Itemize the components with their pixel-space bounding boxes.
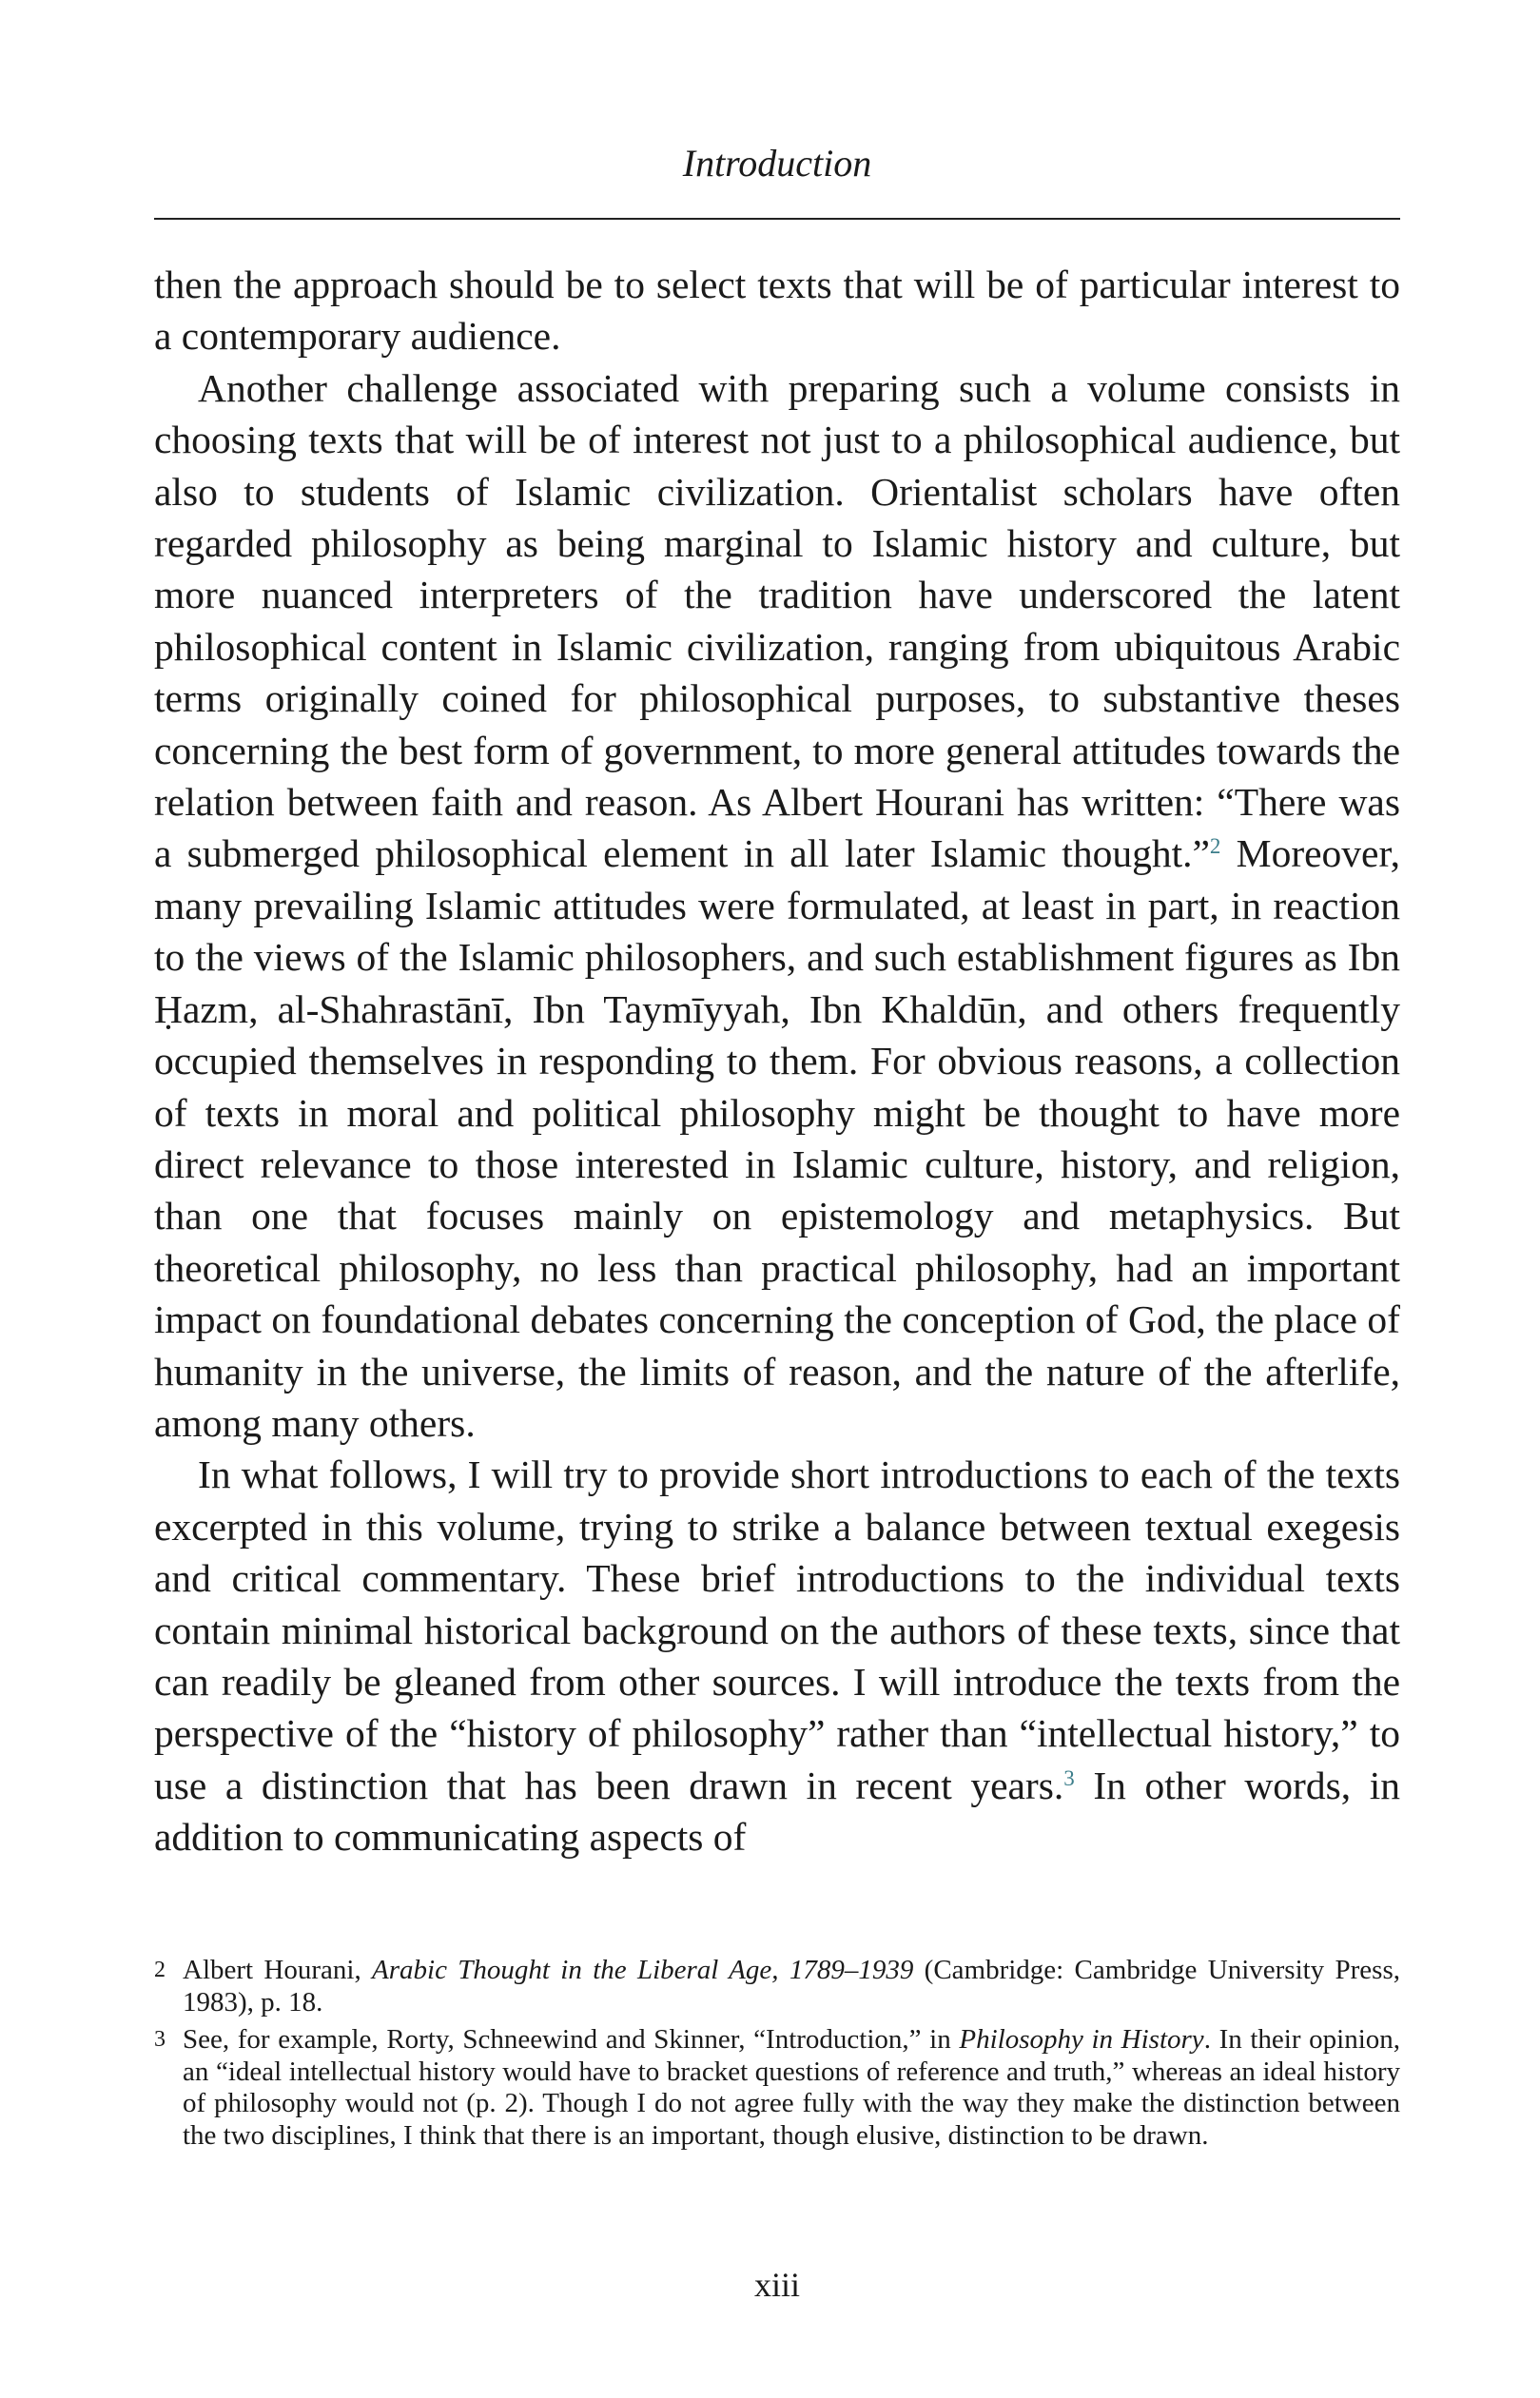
footnote-2	[154, 1955, 1400, 2018]
paragraph-challenge	[154, 362, 1400, 1450]
paragraph-text: In other words, in addition to communicating aspects of	[154, 1763, 1400, 1860]
footnote-text: Albert Hourani,	[183, 1955, 373, 1985]
paragraph-text: Moreover, many prevailing Islamic attitudes were formulated, at least in part, in reaction to the views of the Islamic philosophers, and such establishment figures as Ibn Ḥazm, al-Shahrastānī, Ibn Taymīyyah, Ibn Khaldūn, and others frequently occupied themselves in responding to them. For obvious reasons, a collection of texts in moral and political philosophy might be thought to have more direct relevance to those interested in Islamic culture, history, and religion, than one that focuses mainly on epistemology and metaphysics. But theoretical philosophy, no less than practical philosophy, had an important impact on foundational debates concerning the conception of God, the place of humanity in the universe, the limits of reason, and the nature of the afterlife, among many others.	[154, 831, 1401, 1445]
footnote-ref-2[interactable]: 2	[1209, 834, 1221, 859]
running-head-title: Introduction	[682, 142, 872, 185]
paragraph-text: In what follows, I will try to provide short introductions to each of the texts excerpted in this volume, trying to strike a balance between textual exegesis and critical commentary. These brief introductions to the individual texts contain minimal historical background on the authors of these texts, since that can readily be gleaned from other sources. I will introduce the texts from the perspective of the “history of philosophy” rather than “intellectual history,” to use a distinction that has been drawn in recent years.	[154, 1452, 1400, 1807]
paragraph-continuation	[154, 259, 1400, 362]
body-text	[154, 259, 1400, 1863]
book-title-citation: Philosophy in History	[959, 2024, 1204, 2055]
paragraph-approach	[154, 1449, 1400, 1862]
header-rule	[154, 218, 1400, 220]
footnote-text: (Cambridge: Cambridge University Press, 1983), p. 18.	[183, 1955, 1400, 2018]
page-number: xiii	[753, 2266, 800, 2304]
paragraph-text: Another challenge associated with preparing such a volume consists in choosing texts that will be of interest not just to a philosophical audience, but also to students of Islamic civilization. Orientalist scholars have often regarded philosophy as being marginal to Islamic history and culture, but more nuanced interpreters of the tradition have underscored the latent philosophical content in Islamic civilization, ranging from ubiquitous Arabic terms originally coined for philosophical purposes, to substantive theses concerning the best form of government, to more general attitudes towards the relation between faith and reason. As Albert Hourani has written: “There was a submerged philosophical element in all later Islamic thought.”	[154, 365, 1400, 876]
book-page	[154, 0, 1400, 2398]
footnote-number: 2	[154, 1958, 166, 1982]
footnote-text: . In their opinion, an “ideal intellectual history would have to bracket questions of reference and truth,” whereas an ideal history of philosophy would not (p. 2). Though I do not agree fully with the way they make the distinction between the two disciplines, I think that there is an important, though elusive, distinction to be drawn.	[183, 2024, 1401, 2151]
footnote-ref-3[interactable]: 3	[1063, 1765, 1075, 1790]
paragraph-text: then the approach should be to select texts that will be of particular interest to a contemporary audience.	[154, 263, 1400, 359]
footnote-text: See, for example, Rorty, Schneewind and Skinner, “Introduction,” in	[183, 2024, 960, 2055]
footnotes	[154, 1955, 1400, 2157]
book-title-citation: Arabic Thought in the Liberal Age, 1789–1939	[372, 1955, 914, 1985]
footnote-3	[154, 2024, 1400, 2152]
footnote-number: 3	[154, 2027, 166, 2052]
